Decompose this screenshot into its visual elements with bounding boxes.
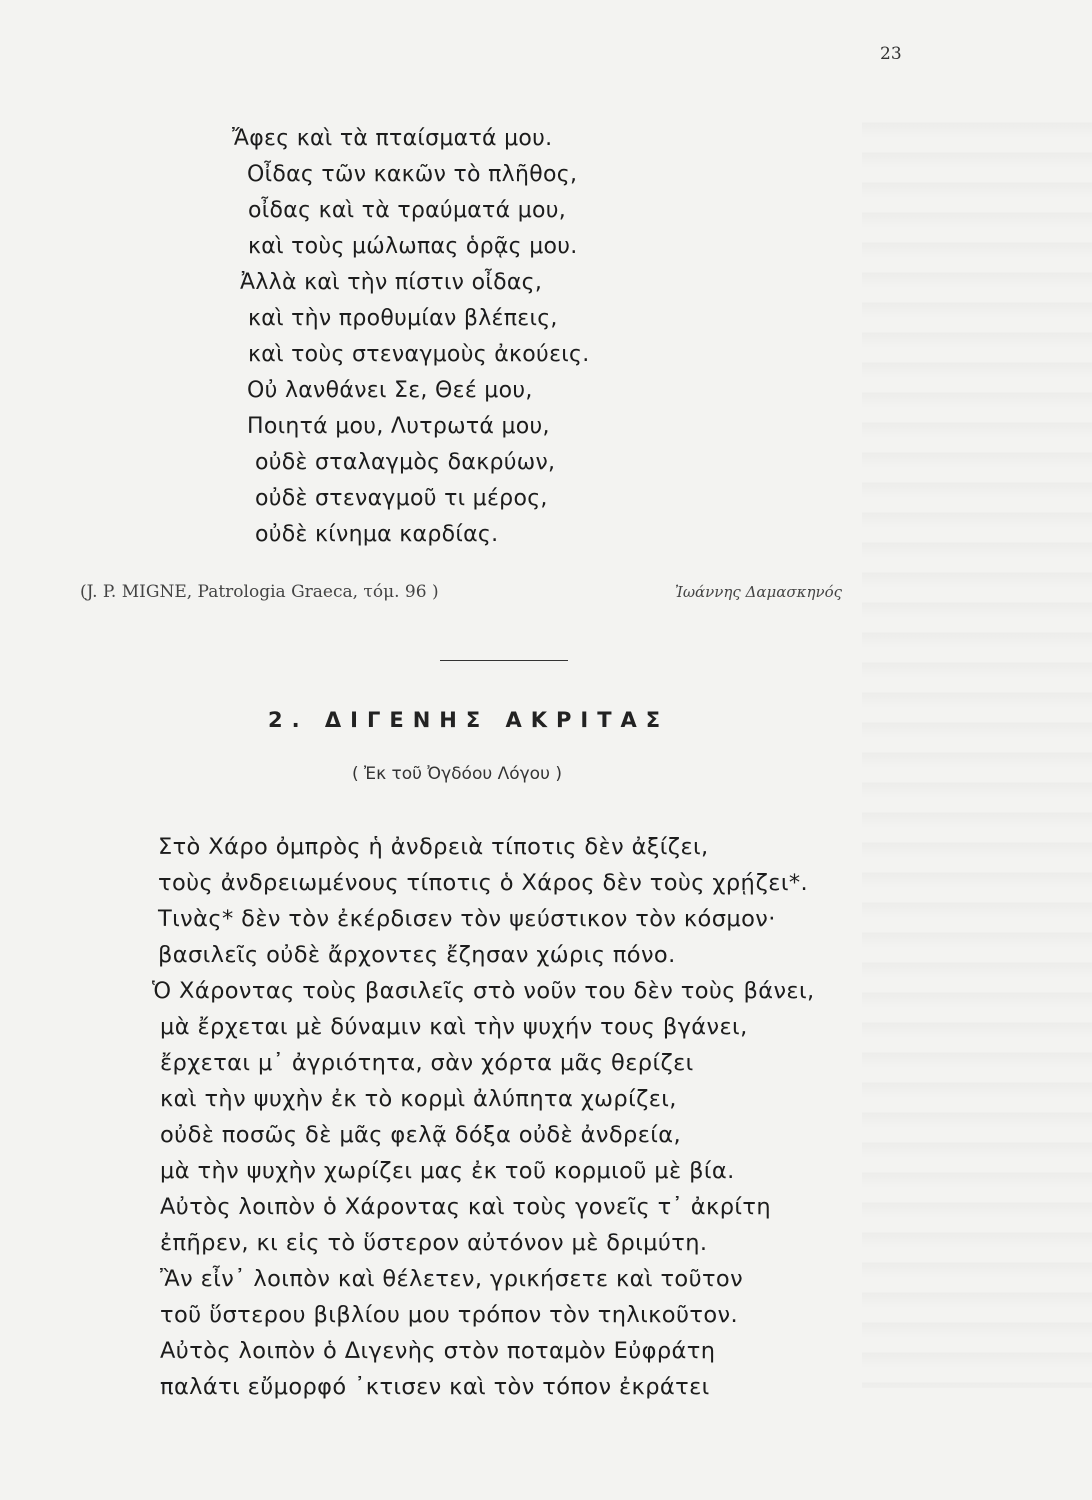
poem-line: Αὐτὸς λοιπὸν ὁ Χάροντας καὶ τοὺς γονεῖς τ᾽ ἀκρίτη: [160, 1194, 771, 1220]
poem-line: μὰ ἔρχεται μὲ δύναμιν καὶ τὴν ψυχήν τους βγάνει,: [160, 1014, 748, 1040]
poem-line: τοὺς ἀνδρειωμένους τίποτις ὁ Χάρος δὲν τοὺς χρῄζει*.: [158, 870, 809, 896]
poem-line: οὐδὲ κίνημα καρδίας.: [255, 522, 499, 547]
poem-line: Αὐτὸς λοιπὸν ὁ Διγενὴς στὸν ποταμὸν Εὐφράτη: [160, 1338, 716, 1364]
poem-line: οἶδας καὶ τὰ τραύματά μου,: [248, 198, 567, 223]
author-name: Ἰωάννης Δαμασκηνός: [675, 583, 843, 601]
poem-line: ἔρχεται μ᾽ ἀγριότητα, σὰν χόρτα μᾶς θερίζει: [160, 1050, 694, 1076]
poem-line: Ἀλλὰ καὶ τὴν πίστιν οἶδας,: [240, 270, 543, 295]
page-number: 23: [880, 44, 902, 64]
poem-line: καὶ τοὺς στεναγμοὺς ἀκούεις.: [248, 342, 590, 367]
poem-line: μὰ τὴν ψυχὴν χωρίζει μας ἐκ τοῦ κορμιοῦ μὲ βία.: [160, 1158, 735, 1184]
poem-line: οὐδὲ στεναγμοῦ τι μέρος,: [255, 486, 548, 511]
section-subheading: ( Ἐκ τοῦ Ὀγδόου Λόγου ): [352, 764, 562, 784]
poem-line: βασιλεῖς οὐδὲ ἄρχοντες ἔζησαν χώρις πόνο.: [158, 942, 676, 968]
poem-line: οὐδὲ σταλαγμὸς δακρύων,: [255, 450, 556, 475]
poem-line: Ἂν εἶν᾽ λοιπὸν καὶ θέλετεν, γρικήσετε καὶ τοῦτον: [160, 1266, 744, 1292]
poem-line: οὐδὲ ποσῶς δὲ μᾶς φελᾷ δόξα οὐδὲ ἀνδρεία,: [160, 1122, 682, 1148]
poem-line: Τινὰς* δὲν τὸν ἐκέρδισεν τὸν ψεύστικον τὸν κόσμον·: [158, 906, 776, 932]
poem-line: καὶ τοὺς μώλωπας ὁρᾷς μου.: [248, 234, 578, 259]
poem-line: τοῦ ὕστερου βιβλίου μου τρόπον τὸν τηλικοῦτον.: [160, 1302, 739, 1328]
poem-line: Οἶδας τῶν κακῶν τὸ πλῆθος,: [247, 162, 578, 187]
citation: (J. P. MIGNE, Patrologia Graeca, τόμ. 96 ): [80, 582, 439, 602]
bleed-through-shadow: [862, 108, 1092, 1388]
section-heading: 2. ΔΙΓΕΝΗΣ ΑΚΡΙΤΑΣ: [268, 708, 670, 732]
poem-line: Ὁ Χάροντας τοὺς βασιλεῖς στὸ νοῦν του δὲν τοὺς βάνει,: [152, 978, 815, 1004]
poem-line: παλάτι εὔμορφό ᾽κτισεν καὶ τὸν τόπον ἐκράτει: [160, 1374, 710, 1400]
poem-line: Ἄφες καὶ τὰ πταίσματά μου.: [232, 126, 553, 151]
section-divider: [440, 660, 568, 661]
poem-line: Ποιητά μου, Λυτρωτά μου,: [247, 414, 550, 439]
poem-line: Οὐ λανθάνει Σε, Θεέ μου,: [247, 378, 533, 403]
poem-line: ἐπῆρεν, κι εἰς τὸ ὕστερον αὐτόνον μὲ δριμύτη.: [160, 1230, 708, 1256]
poem-line: καὶ τὴν ψυχὴν ἐκ τὸ κορμὶ ἀλύπητα χωρίζει,: [160, 1086, 677, 1112]
poem-line: Στὸ Χάρο ὀμπρὸς ἡ ἀνδρειὰ τίποτις δὲν ἀξίζει,: [158, 834, 709, 860]
poem-line: καὶ τὴν προθυμίαν βλέπεις,: [248, 306, 558, 331]
